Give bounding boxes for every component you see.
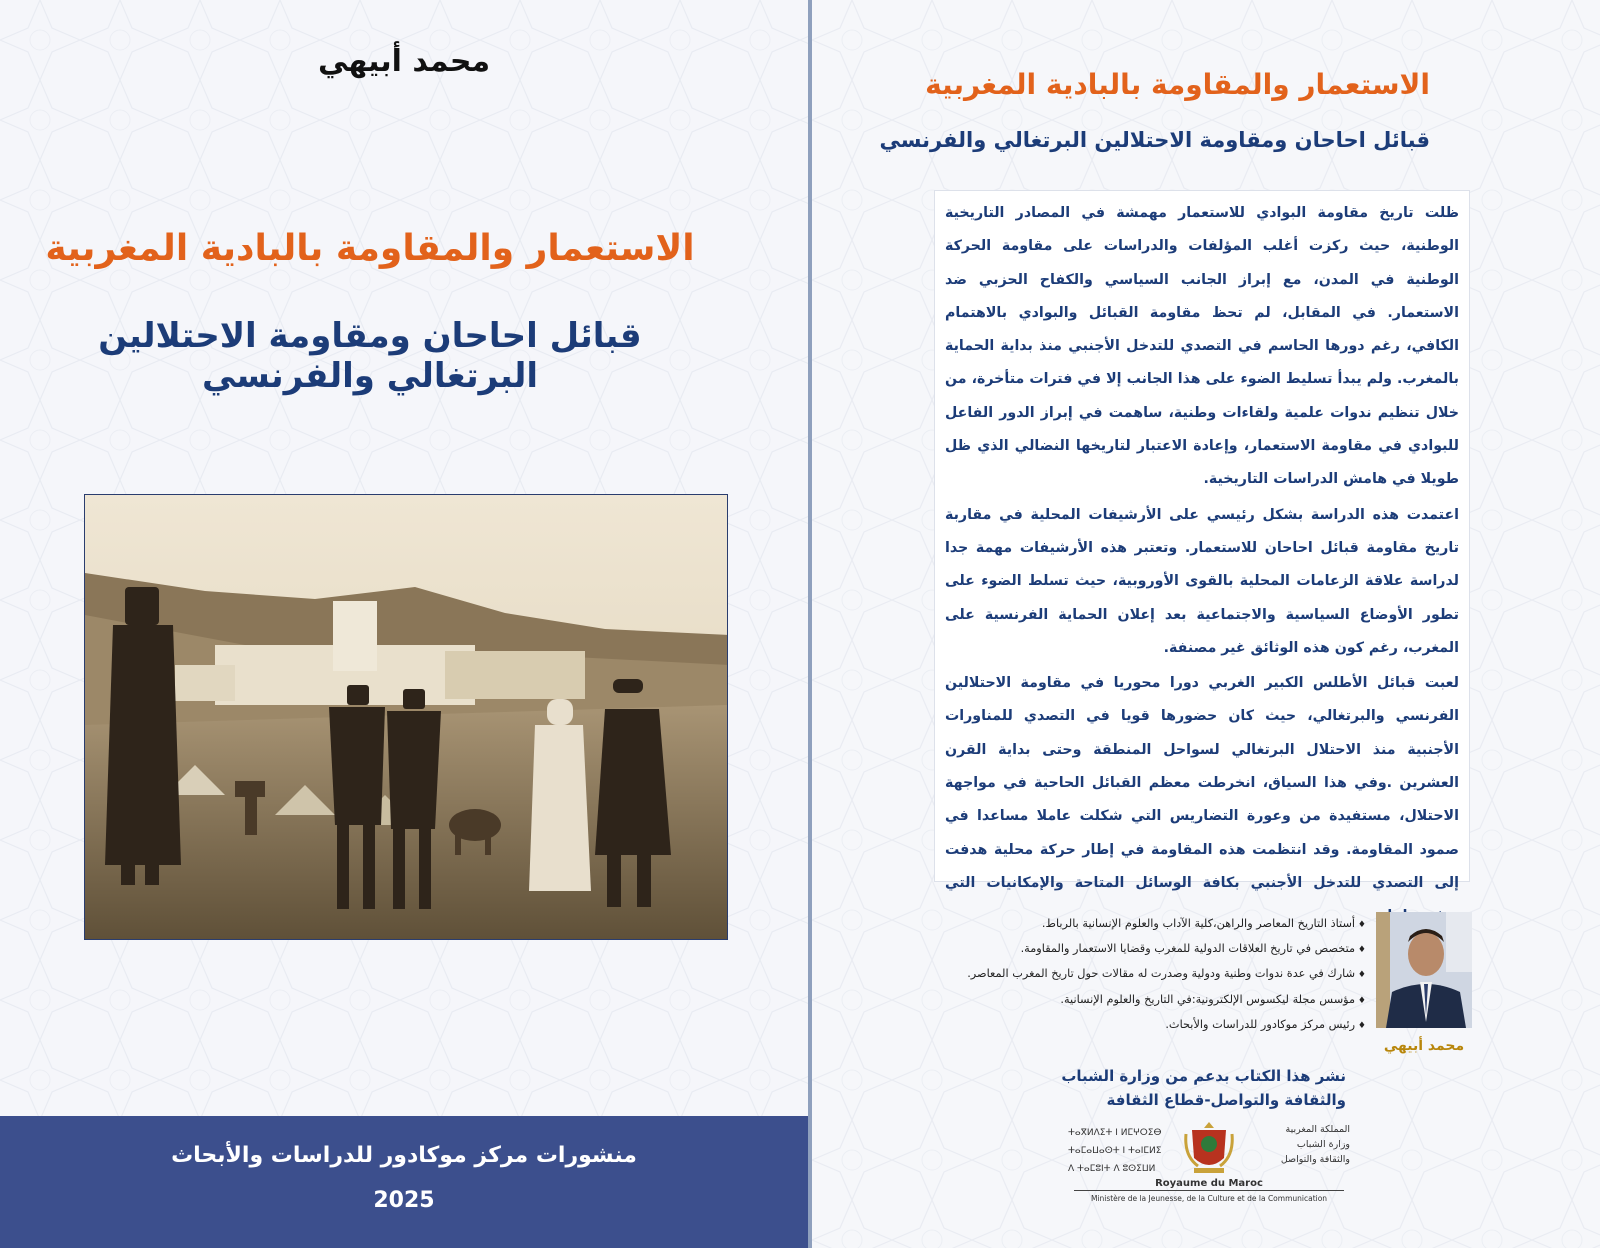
royaume-text: Royaume du Maroc xyxy=(1155,1178,1263,1189)
blurb-paragraph: لعبت قبائل الأطلس الكبير الغربي دورا محوريا في مقاومة الاحتلالين الفرنسي والبرتغالي، حيث كان حضورها قويا في التصدي للمناورات الأجنبية منذ الاحتلال البرتغالي لسواحل المنطقة وحتى بداية القرن العشرين .وفي هذا السياق، انخرطت معظم القبائل الحاحية في مواجهة الاحتلال، مستفيدة من وعورة التضاريس التي شكلت عاملا مساعدا في صمود المقاومة. وقد انتظمت هذه المقاومة في إطار حركة محلية هدفت إلى التصدي للتدخل الأجنبي بكافة الوسائل المتاحة والإمكانيات التي xyxy=(945,675,1459,891)
front-subtitle: قبائل احاحان ومقاومة الاحتلالين البرتغالي والفرنسي xyxy=(98,316,642,396)
front-title: الاستعمار والمقاومة بالبادية المغربية xyxy=(45,228,695,269)
publisher-band xyxy=(0,1116,808,1248)
author-caption: محمد أبيهي xyxy=(1383,1038,1465,1054)
logo-divider xyxy=(1074,1190,1344,1191)
historical-photo-icon xyxy=(85,495,728,940)
ministry-logo xyxy=(1068,1120,1350,1212)
author-bio-list xyxy=(942,912,1366,1038)
publication-year: 2025 xyxy=(373,1188,435,1213)
author-photo xyxy=(1376,912,1472,1028)
historical-photo xyxy=(84,494,728,940)
back-title: الاستعمار والمقاومة بالبادية المغربية xyxy=(925,68,1430,101)
support-statement: نشر هذا الكتاب بدعم من وزارة الشباب والثقافة والتواصل-قطاع الثقافة xyxy=(1061,1067,1346,1109)
back-cover xyxy=(812,0,1600,1248)
back-blurb xyxy=(934,190,1470,891)
blurb-paragraph: ظلت تاريخ مقاومة البوادي للاستعمار مهمشة في المصادر التاريخية الوطنية، حيث ركزت أغلب المؤلفات والدراسات على مقاومة الحركة الوطنية في المدن، مع إبراز الجانب السياسي والكفاح الحزبي ضد الاستعمار. في المقابل، لم تحظ مقاومة القبائل والبوادي بالاهتمام الكافي، رغم دورها الحاسم في التصدي للتدخل الأجنبي منذ بداية الحماية بالمغرب. ولم يبدأ تسليط الضوء على هذا الجانب إلا في فترات متأخرة، من خلال تنظيم ندوات علمية ولقاءات وطنية، ساهمت في إبراز الدور الفاعل للبوادي في مقاومة الاستعمار، وإعادة الاعتبار لتاريخها النضالي الذي ظل طويلا في هامش الدراسات التاريخية. xyxy=(945,205,1459,488)
blurb-paragraph: اعتمدت هذه الدراسة بشكل رئيسي على الأرشيفات المحلية في مقاربة تاريخ مقاومة قبائل احاحان للاستعمار. وتعتبر هذه الأرشيفات مهمة جدا لدراسة علاقة الزعامات المحلية بالقوى الأوروبية، حيث تسلط الضوء على تطور الأوضاع السياسية والاجتماعية بعد إعلان الحماية الفرنسية على المغرب، رغم كون هذه الوثائق غير مصنفة. xyxy=(945,506,1459,656)
bio-item: ♦ متخصص في تاريخ العلاقات الدولية للمغرب وقضايا الاستعمار والمقاومة. xyxy=(942,937,1366,962)
royal-crest-icon xyxy=(1184,1120,1234,1176)
front-author-name: محمد أبيهي xyxy=(317,44,491,79)
publisher-name: منشورات مركز موكادور للدراسات والأبحاث xyxy=(171,1143,637,1168)
bio-item: ♦ رئيس مركز موكادور للدراسات والأبحاث. xyxy=(942,1013,1366,1038)
bio-item: ♦ أستاذ التاريخ المعاصر والراهن،كلية الآداب والعلوم الإنسانية بالرباط. xyxy=(942,912,1366,937)
arabic-ministry-name: المملكة المغربية وزارة الشباب والثقافة والتواصل xyxy=(1280,1124,1350,1165)
back-subtitle: قبائل احاحان ومقاومة الاحتلالين البرتغالي والفرنسي xyxy=(879,128,1430,152)
author-portrait-icon xyxy=(1376,912,1472,1028)
tifinagh-text: ⵜⴰⴳⵍⴷⵉⵜ ⵏ ⵍⵎⵖⵔⵉⴱ ⵜⴰⵎⴰⵡⴰⵙⵜ ⵏ ⵜⴰⵏⵎⵍⵉ ⴷ ⵜⴰⵎⵓⵏⵜ ⴷ ⵓⵙⵉⵡⵍ xyxy=(1068,1128,1162,1174)
ministere-text: Ministère de la Jeunesse, de la Culture et de la Communication xyxy=(1090,1194,1328,1203)
bio-item: ♦ مؤسس مجلة ليكسوس الإلكترونية:في التاريخ والعلوم الإنسانية. xyxy=(942,988,1366,1013)
bio-item: ♦ شارك في عدة ندوات وطنية ودولية وصدرت له مقالات حول تاريخ المغرب المعاصر. xyxy=(942,962,1366,987)
